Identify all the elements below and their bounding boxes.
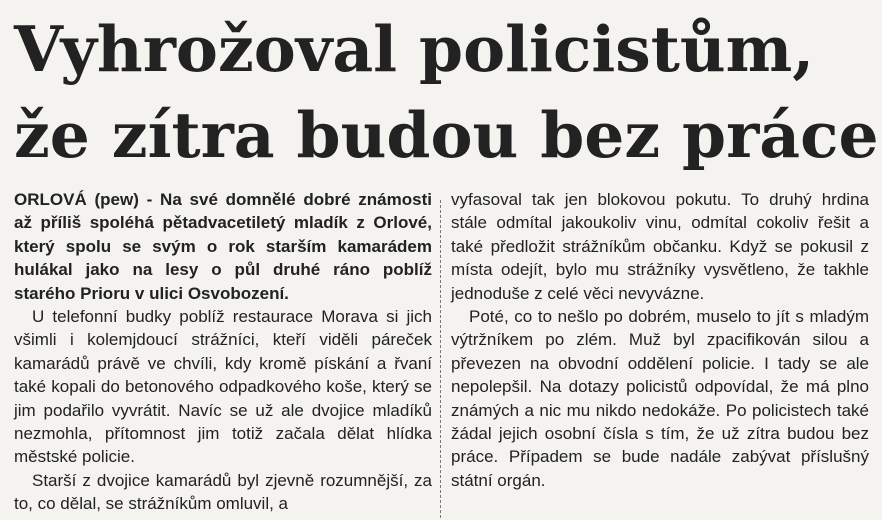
headline-line-1: Vyhrožoval policistům, [14, 12, 815, 86]
lead-text: Na své domnělé dobré známosti až příliš spoléhá pětadvacetiletý mladík z Orlové, který spolu se svým o rok starším kamarádem hulákal jako na lesy o půl druhé ráno poblíž starého Prioru v ulici Osvobození. [14, 190, 432, 303]
column-divider [440, 200, 441, 518]
headline [14, 6, 879, 178]
article-paragraph-3: Poté, co to nešlo po dobrém, muselo to jít s mladým výtržníkem po zlém. Muž byl zpacifikován silou a převezen na obvodní oddělení policie. I tady se ale nepolepšil. Na dotazy policistů odpovídal, že má plno známých a nic mu nikdo nedokáže. Po policistech také žádal jejich osobní čísla s tím, že už zítra budou bez práce. Případem se bude nadále zabývat příslušný státní orgán. [451, 307, 869, 490]
article-lead [14, 188, 432, 305]
article-column-right [451, 188, 869, 492]
article-paragraph-1: U telefonní budky poblíž restaurace Morava si jich všimli i kolemjdoucí strážníci, kteří viděli páreček kamarádů právě ve chvíli, kdy kromě pískání a řvaní také kopali do betonového odpadkového koše, který se jim podařilo vyvrátit. Navíc se už ale dvojice mladíků nezmohla, přítomnost jim totiž začala dělat hlídka městské policie. [14, 307, 432, 467]
article-paragraph-2-start: Starší z dvojice kamarádů byl zjevně rozumnější, za to, co dělal, se strážníkům omluvil, a [14, 470, 432, 514]
dateline: ORLOVÁ (pew) - [14, 190, 161, 209]
article-paragraph-2-end: vyfasoval tak jen blokovou pokutu. To druhý hrdina stále odmítal jakoukoliv vinu, odmítal cokoliv řešit a také předložit strážníkům občanku. Když se pokusil z místa odejít, bylo mu strážníky vysvětleno, že takhle jednoduše z celé věci nevyvázne. [451, 190, 869, 303]
headline-line-2: že zítra budou bez práce [14, 98, 879, 172]
article-column-left [14, 188, 432, 516]
